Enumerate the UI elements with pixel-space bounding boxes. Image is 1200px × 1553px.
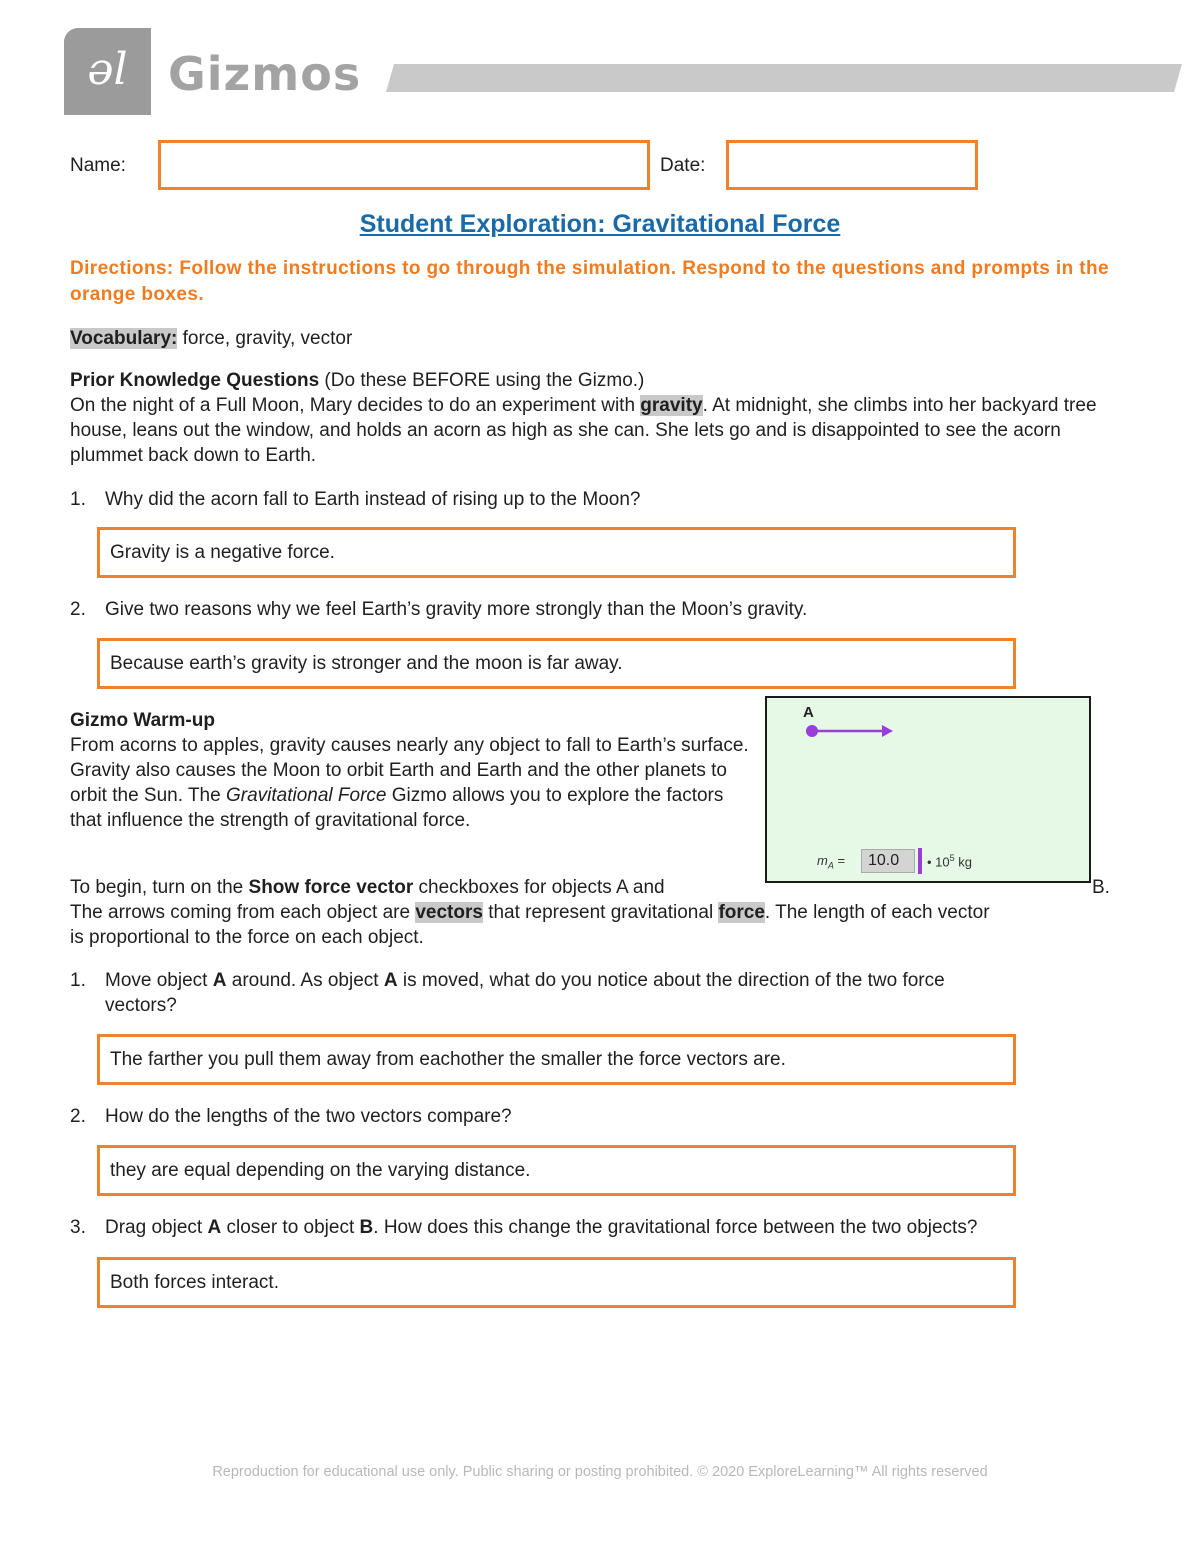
- begin-line-2: The arrows coming from each object are vectors that represent gravitational force. The length of each vector: [70, 902, 990, 923]
- begin-line-1-end: B.: [1092, 877, 1110, 898]
- date-label: Date:: [660, 155, 706, 176]
- page-title: Student Exploration: Gravitational Force: [359, 210, 841, 238]
- show-force-vector-text: Show force vector: [248, 877, 414, 898]
- gizmos-wordmark: Gizmos: [168, 47, 362, 101]
- vocabulary-words: force, gravity, vector: [177, 328, 353, 349]
- warmup-q1-answer[interactable]: The farther you pull them away from eachother the smaller the force vectors are.: [97, 1034, 1016, 1085]
- prior-knowledge-section: [70, 368, 1130, 468]
- warmup-intro-after: Gizmo allows you to explore the factors that influence the strength of gravitational force.: [70, 785, 724, 831]
- prior-text-before: On the night of a Full Moon, Mary decides to do an experiment with: [70, 395, 641, 416]
- warmup-q1-number: 1.: [70, 970, 86, 991]
- gravity-highlight: gravity: [640, 395, 703, 416]
- prior-q1-text: Why did the acorn fall to Earth instead of rising up to the Moon?: [105, 489, 641, 510]
- logo-glyph: ǝl: [87, 44, 128, 95]
- vectors-highlight: vectors: [415, 902, 483, 923]
- warmup-q1-text: Move object A around. As object A is moved, what do you notice about the direction of the two force vectors?: [105, 970, 945, 1016]
- prior-note: (Do these BEFORE using the Gizmo.): [319, 370, 645, 391]
- warmup-q3-text: Drag object A closer to object B. How does this change the gravitational force between the two objects?: [105, 1217, 978, 1238]
- name-field[interactable]: [158, 140, 650, 190]
- begin-line-1: To begin, turn on the Show force vector checkboxes for objects A and: [70, 877, 665, 898]
- warmup-q3-answer[interactable]: Both forces interact.: [97, 1257, 1016, 1308]
- warmup-intro: [70, 708, 750, 833]
- copyright-footer: Reproduction for educational use only. Public sharing or posting prohibited. © 2020 ExploreLearning™ All rights reserved: [212, 1464, 988, 1480]
- warmup-q2-text: How do the lengths of the two vectors compare?: [105, 1106, 512, 1127]
- explorelearning-logo: [64, 28, 151, 115]
- vocabulary-line: [70, 326, 1130, 351]
- mass-unit: • $10^5$ kg: [927, 853, 972, 870]
- gizmo-simulation-figure: [765, 696, 1091, 883]
- date-field[interactable]: [726, 140, 978, 190]
- prior-q2-answer[interactable]: Because earth’s gravity is stronger and the moon is far away.: [97, 638, 1016, 689]
- warmup-intro-italic: Gravitational Force: [225, 785, 387, 806]
- mass-slider-handle[interactable]: [918, 848, 922, 874]
- prior-heading: Prior Knowledge Questions: [70, 370, 320, 391]
- warmup-q3-number: 3.: [70, 1217, 86, 1238]
- mass-label: $m_A$ =: [817, 853, 846, 871]
- warmup-q2-answer[interactable]: they are equal depending on the varying distance.: [97, 1145, 1016, 1196]
- name-label: Name:: [70, 155, 126, 176]
- force-highlight: force: [718, 902, 765, 923]
- begin-line-3: is proportional to the force on each object.: [70, 927, 424, 948]
- prior-q2-text: Give two reasons why we feel Earth’s gravity more strongly than the Moon’s gravity.: [105, 599, 808, 620]
- prior-text-after: . At midnight, she climbs into her backyard tree house, leans out the window, and holds an acorn as high as she can. She lets go and is disappointed to see the acorn plummet back down to Earth.: [70, 395, 1097, 466]
- warmup-heading: Gizmo Warm-up: [70, 710, 215, 731]
- prior-q1-answer[interactable]: Gravity is a negative force.: [97, 527, 1016, 578]
- vocabulary-label: Vocabulary:: [70, 328, 178, 349]
- prior-q2-number: 2.: [70, 599, 86, 620]
- mass-input[interactable]: 10.0: [861, 849, 915, 873]
- warmup-q2-number: 2.: [70, 1106, 86, 1127]
- prior-q1-number: 1.: [70, 489, 86, 510]
- object-a-label: A: [803, 704, 814, 721]
- force-vector-head: [882, 725, 893, 737]
- warmup-intro-before: From acorns to apples, gravity causes nearly any object to fall to Earth’s surface. Gravity also causes the Moon to orbit Earth and Earth and the other planets to orbit the Sun. The: [70, 735, 749, 806]
- header-bar: [386, 64, 1182, 92]
- directions-text: Directions: Follow the instructions to go through the simulation. Respond to the questions and prompts in the orange boxes.: [70, 258, 1109, 305]
- object-a-dot: [806, 725, 818, 737]
